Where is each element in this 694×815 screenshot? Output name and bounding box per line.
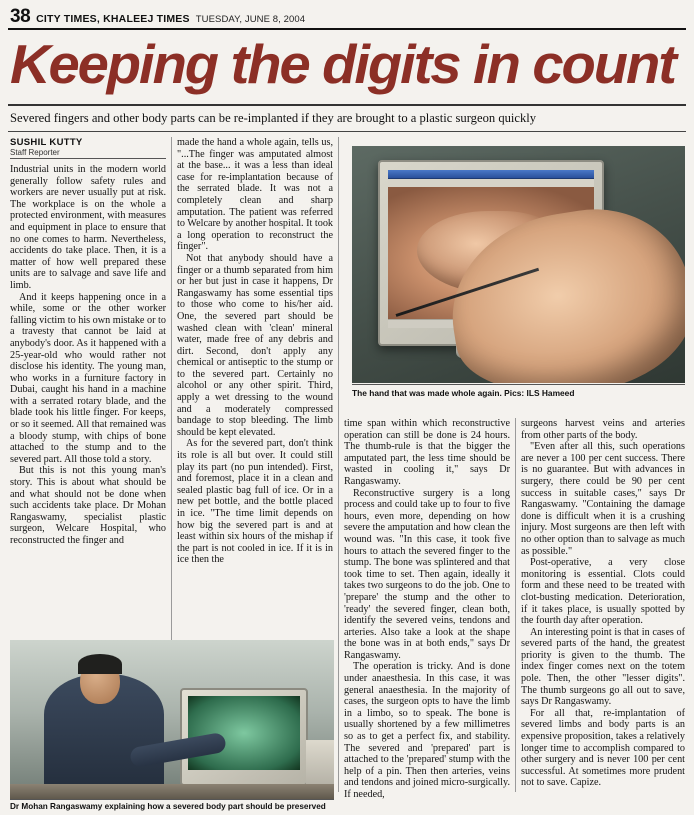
- page-folio: 38: [10, 6, 31, 27]
- paragraph: time span within which reconstructive operation can still be done is 24 hours. The thumb-rule is that the bigger the amputated part, the less time should be wasted in cooling it," says Dr Rangaswamy.: [344, 418, 510, 487]
- paragraph: And it keeps happening once in a while, some or the other worker falling victim to his own mistake or to a travesty that cannot be laid at anybody's door. As it happened with a 25-year-old who would rather not disclose his identity. The young man, who works in a furniture factory in Dubai, caught his hand in a machine with a serrated rotary blade, and the blade took his little finger. For keeps, or so it seemed. All that remained was a bloody stump, with chips of bone attached to the stump and to the severed part. All those told a story.: [10, 291, 166, 465]
- masthead-rule: [8, 28, 686, 30]
- column-divider-2: [338, 137, 339, 792]
- byline-role: Staff Reporter: [10, 148, 60, 157]
- paragraph: As for the severed part, don't think its role is all but over. It could still play its part (no pun intended). First, and foremost, place it in a clean and sealed plastic bag full of ice. Or in a new pet bottle, and the bottle placed in ice. "The time limit depends on how big the severed part is and at least within six hours of the mishap if the part is not cooled in ice. If it is in ice then the: [177, 438, 333, 566]
- headline-rule: [8, 104, 686, 106]
- body-column-4: [521, 418, 685, 789]
- column-divider-3: [515, 418, 516, 792]
- desk-monitor-screen: [188, 696, 300, 770]
- publication-title: CITY TIMES, KHALEEJ TIMES: [36, 13, 190, 25]
- byline-author: SUSHIL KUTTY: [10, 137, 83, 148]
- publication-date: TUESDAY, JUNE 8, 2004: [195, 14, 306, 25]
- photo-caption-main: The hand that was made whole again. Pics: ILS Hameed: [352, 388, 575, 398]
- paragraph: made the hand a whole again, tells us, "...The finger was amputated almost at the base... it was a less than ideal case for re-implantation because of the serrated blade. It was not a completely clean and sharp amputation. The patient was referred to Welcare by another hospital. It took a long operation to reconstruct the finger".: [177, 137, 334, 253]
- paragraph: "Even after all this, such operations are never a 100 per cent success. There is no guarantee. But with advances in surgery, there could be 90 per cent success in suitable cases," says Dr Rangaswamy. "Containing the damage done is difficult when it is a crushing injury. Most surgeons are then left with no other option than to salvage as much as possible.": [521, 441, 685, 557]
- byline: [10, 137, 170, 158]
- body-column-2: [177, 137, 333, 566]
- masthead: [10, 6, 684, 26]
- standfirst-rule: [8, 131, 686, 132]
- paragraph: surgeons harvest veins and arteries from other parts of the body.: [521, 418, 685, 441]
- paragraph: Reconstructive surgery is a long process and could take up to four to five hours, even more, depending on how severe the amputation and how clean the wound was. "In this case, it took five hours to attach the severed finger to the stump. The bone was splintered and that took time to set. Then again, ideally it takes two surgeons to do the job. One to 'prepare' the stump and the other to 'ready' the severed finger, clean both, identify the severed veins, tendons and arteries. Also take a look at the shape the bone was in at both ends," says Dr Rangaswamy.: [344, 487, 510, 661]
- byline-rule: [10, 158, 166, 159]
- body-column-3: [344, 418, 510, 801]
- article-headline: Keeping the digits in count: [10, 33, 675, 95]
- paragraph: But this is not this young man's story. This is about what should be and what should not be done when such accidents take place. Dr Mohan Rangaswamy, specialist plastic surgeon, Welcare Hospital, who reconstructed the finger and: [10, 465, 166, 546]
- paragraph: Post-operative, a very close monitoring is essential. Clots could form and these need to be treated with clot-busting medication. Deterioration, if it takes place, is usually spotted by the fourth day after operation.: [521, 557, 685, 627]
- photo-caption-rule: [352, 384, 685, 385]
- doctor-hair: [78, 654, 122, 674]
- doctor-caption-rule: [10, 799, 334, 800]
- paragraph: For all that, re-implantation of severed limbs and body parts is an expensive proposition, takes a relatively longer time to accomplish compared to other surgery and is never 100 per cent successful. At sometimes more prudent not to save. Capize.: [521, 707, 685, 789]
- paragraph: Not that anybody should have a finger or a thumb separated from him or her but just in case it happens, Dr Rangaswamy has some essential tips to those who come to his/her aid. One, the severed part should be washed clean with 'clean' mineral water, made free of any debris and dirt. Second, don't apply any chemical or antiseptic to the stump or to the severed part. Certainly no alcohol or any other spirit. Third, apply a wet dressing to the wound and a moderately compressed bandage to stop bleeding. The limb should be kept elevated.: [177, 252, 333, 438]
- photo-hand-and-monitor: [352, 146, 685, 383]
- paragraph: An interesting point is that in cases of severed parts of the hand, the greatest priority is given to the thumb. The index finger comes next on the totem pole. Then, the other "lesser digits". The thumb surgeons go all out to save, says Dr Rangaswamy.: [521, 626, 685, 708]
- article-standfirst: Severed fingers and other body parts can be re-implanted if they are brought to a plastic surgeon quickly: [10, 111, 537, 125]
- paragraph: Industrial units in the modern world generally follow safety rules and workers are never usually put at risk. The workplace is on the whole a protected environment, with measures and equipment in place to ensure that no one comes to harm. Nevertheless, accidents do take place. Then, it is a matter of how well prepared these units are to salvage and save life and limb.: [10, 164, 166, 291]
- screen-titlebar: [388, 170, 594, 179]
- body-column-1: [10, 164, 166, 547]
- photo-caption-doctor: Dr Mohan Rangaswamy explaining how a severed body part should be preserved: [10, 802, 326, 811]
- paragraph: The operation is tricky. And is done under anaesthesia. In this case, it was general anaesthesia. In the majority of cases, the surgeon opts to have the limb in a limbo, so to speak. The bone is usually shortened by a few millimetres so as to get a perfect fix, and stability. The severed and 'prepared' part is attached to the 'prepared' stump with the help of a pin. Then then arteries, veins and tendons and joined micro-surgically. If needed,: [344, 661, 510, 800]
- photo-doctor-at-desk: [10, 640, 334, 800]
- desk-surface: [10, 784, 334, 800]
